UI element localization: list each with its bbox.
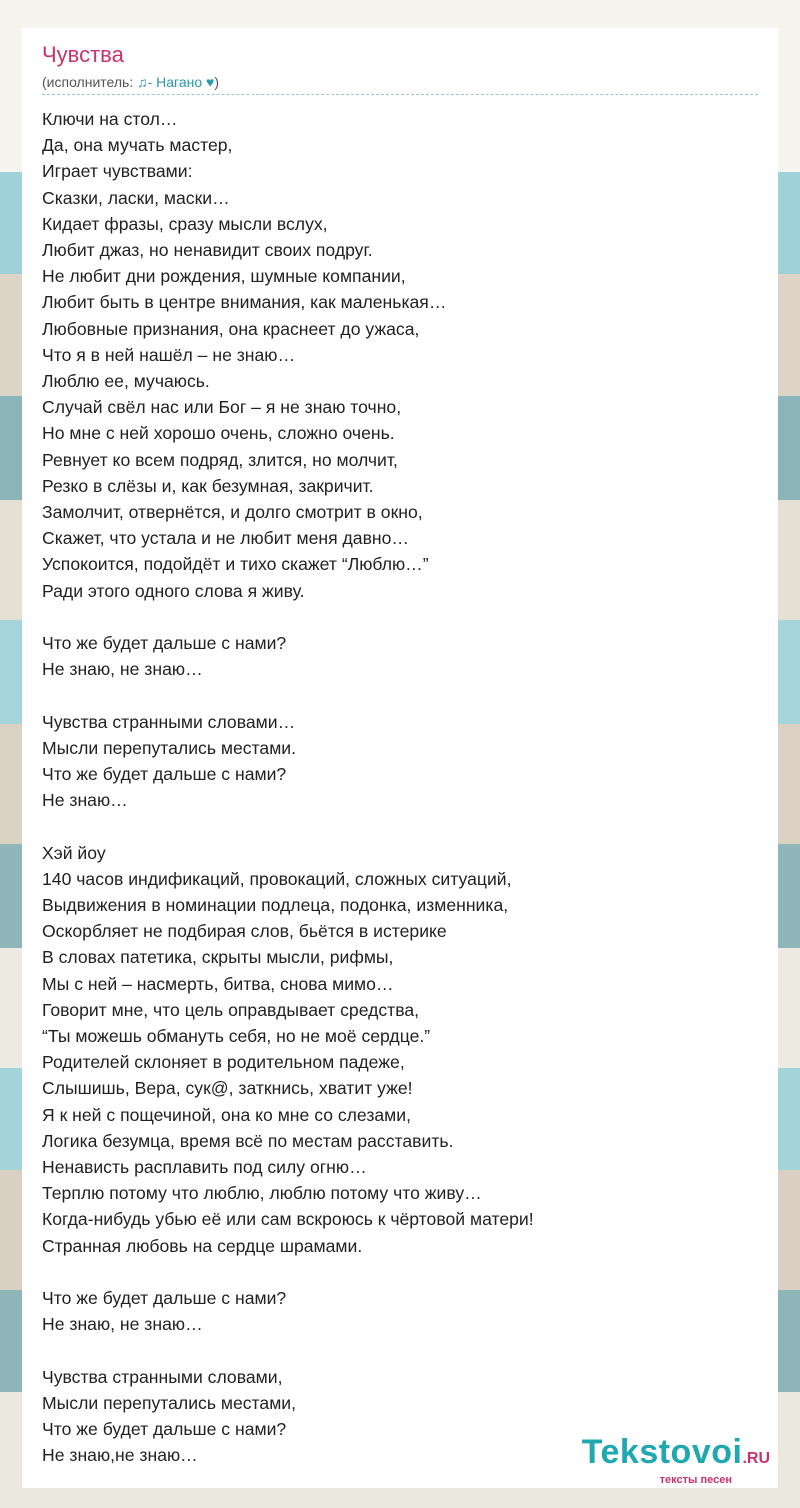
lyrics-line: Играет чувствами: [42, 161, 193, 182]
lyrics-stanza [42, 1285, 758, 1337]
song-title: Чувства [42, 42, 124, 67]
lyrics-stanza [42, 106, 758, 604]
lyrics-line: Ради этого одного слова я живу. [42, 580, 305, 601]
lyrics-line: Терплю потому что люблю, люблю потому что живу… [42, 1183, 482, 1204]
lyrics-line: Родителей склоняет в родительном падеже, [42, 1052, 405, 1073]
artist-prefix: (исполнитель: [42, 74, 138, 90]
lyrics-line: Но мне с ней хорошо очень, сложно очень. [42, 423, 395, 444]
lyrics-line: Замолчит, отвернётся, и долго смотрит в окно, [42, 502, 423, 523]
lyrics-line: Хэй йоу [42, 842, 106, 863]
lyrics-line: Что же будет дальше с нами? [42, 633, 287, 654]
lyrics-card [22, 28, 778, 1488]
lyrics-text [42, 106, 758, 1468]
site-logo[interactable] [582, 1435, 770, 1486]
lyrics-line: Ненависть расплавить под силу огню… [42, 1157, 367, 1178]
lyrics-line: Люблю ее, мучаюсь. [42, 371, 210, 392]
lyrics-line: Чувства странными словами, [42, 1366, 283, 1387]
lyrics-line: Мысли перепутались местами, [42, 1392, 297, 1413]
lyrics-line: Ключи на стол… [42, 109, 178, 129]
lyrics-line: “Ты можешь обмануть себя, но не моё сердце.” [42, 1026, 431, 1047]
lyrics-line: Да, она мучать мастер, [42, 135, 233, 156]
lyrics-line: Чувства странными словами… [42, 711, 296, 732]
lyrics-line: Что же будет дальше с нами? [42, 764, 287, 785]
lyrics-stanza [42, 709, 758, 814]
lyrics-line: Любовные признания, она краснеет до ужаса, [42, 318, 420, 339]
lyrics-line: Что я в ней нашёл – не знаю… [42, 344, 296, 365]
lyrics-line: Кидает фразы, сразу мысли вслух, [42, 213, 328, 234]
lyrics-line: Не знаю… [42, 790, 128, 811]
lyrics-line: Любит джаз, но ненавидит своих подруг. [42, 240, 373, 261]
logo-name: Tekstovoi [581, 1433, 743, 1471]
logo-tld: .RU [742, 1450, 770, 1467]
lyrics-line: Мысли перепутались местами. [42, 737, 297, 758]
lyrics-line: Резко в слёзы и, как безумная, закричит. [42, 475, 374, 496]
lyrics-line: 140 часов индификаций, провокаций, сложных ситуаций, [42, 868, 512, 889]
logo-tagline: тексты песен [659, 1474, 732, 1486]
artist-link[interactable]: ♫- Нагано ♥ [137, 74, 215, 90]
lyrics-line: Случай свёл нас или Бог – я не знаю точно, [42, 397, 402, 418]
lyrics-line: Выдвижения в номинации подлеца, подонка, изменника, [42, 895, 509, 916]
lyrics-line: Мы с ней – насмерть, битва, снова мимо… [42, 973, 394, 994]
lyrics-line: Странная любовь на сердце шрамами. [42, 1235, 363, 1256]
lyrics-line: Я к ней с пощечиной, она ко мне со слезами, [42, 1104, 411, 1125]
title-divider [42, 94, 758, 95]
lyrics-line: Ревнует ко всем подряд, злится, но молчит, [42, 449, 398, 470]
lyrics-line: Логика безумца, время всё по местам расставить. [42, 1130, 454, 1151]
lyrics-line: Что же будет дальше с нами? [42, 1288, 287, 1309]
lyrics-line: Скажет, что устала и не любит меня давно… [42, 528, 410, 549]
lyrics-line: Не любит дни рождения, шумные компании, [42, 266, 406, 287]
lyrics-line: Слышишь, Вера, сук@, заткнись, хватит уже! [42, 1078, 413, 1099]
lyrics-line: Не знаю,не знаю… [42, 1445, 198, 1466]
lyrics-line: Сказки, ласки, маски… [42, 187, 230, 208]
lyrics-line: Не знаю, не знаю… [42, 1314, 203, 1335]
lyrics-line: Что же будет дальше с нами? [42, 1419, 287, 1440]
logo-wordmark [582, 1435, 770, 1476]
lyrics-stanza [42, 840, 758, 1259]
lyrics-line: В словах патетика, скрыты мысли, рифмы, [42, 947, 394, 968]
artist-suffix: ) [214, 74, 220, 90]
artist-line [42, 74, 219, 90]
lyrics-line: Говорит мне, что цель оправдывает средства, [42, 999, 420, 1020]
lyrics-stanza [42, 630, 758, 682]
lyrics-line: Оскорбляет не подбирая слов, бьётся в истерике [42, 921, 447, 942]
lyrics-line: Любит быть в центре внимания, как маленькая… [42, 292, 447, 313]
lyrics-line: Когда-нибудь убью её или сам вскроюсь к чёртовой матери! [42, 1209, 534, 1230]
lyrics-line: Успокоится, подойдёт и тихо скажет “Люблю…” [42, 554, 429, 575]
lyrics-line: Не знаю, не знаю… [42, 659, 203, 680]
